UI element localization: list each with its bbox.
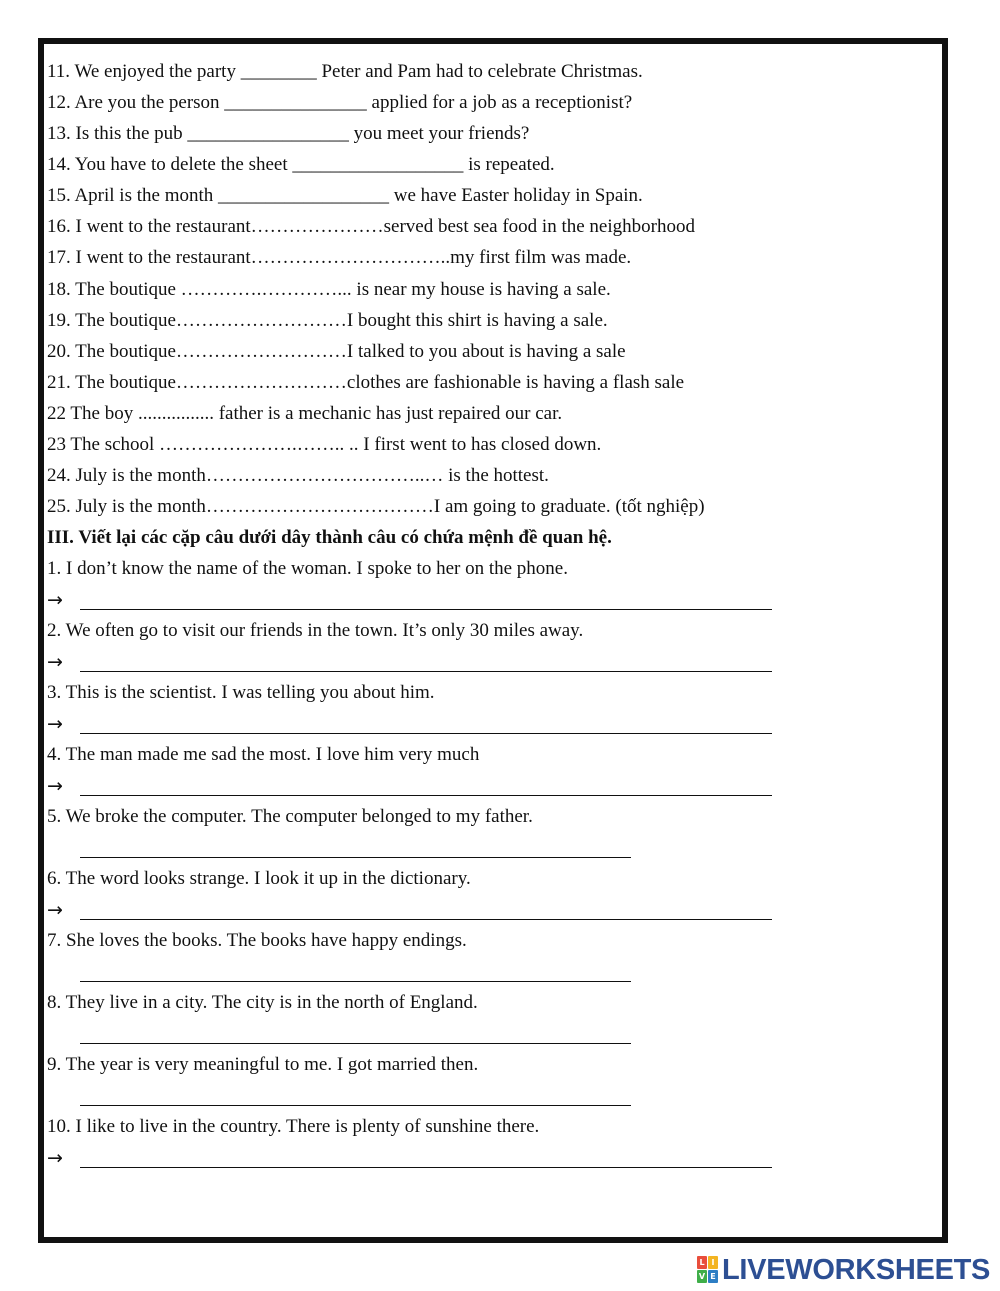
arrow-icon: → [47, 589, 63, 611]
answer-line-6[interactable] [80, 919, 772, 920]
exercise-item-22: 22 The boy ................ father is a mechanic has just repaired our car. [47, 403, 563, 424]
exercise-item-17: 17. I went to the restaurant…………………………..my first film was made. [47, 247, 632, 268]
answer-line-9[interactable] [80, 1105, 631, 1106]
answer-line-5[interactable] [80, 857, 631, 858]
exercise-item-19: 19. The boutique………………………I bought this shirt is having a sale. [47, 310, 608, 331]
answer-line-7[interactable] [80, 981, 631, 982]
logo-blocks-icon [697, 1256, 719, 1284]
logo-block-i: I [708, 1256, 718, 1269]
rewrite-item-3: 3. This is the scientist. I was telling you about him. [47, 682, 435, 703]
arrow-icon: → [47, 651, 63, 673]
rewrite-item-6: 6. The word looks strange. I look it up in the dictionary. [47, 868, 471, 889]
rewrite-item-2: 2. We often go to visit our friends in the town. It’s only 30 miles away. [47, 620, 584, 641]
exercise-item-20: 20. The boutique………………………I talked to you about is having a sale [47, 341, 626, 362]
exercise-item-23: 23 The school ………………….…….. .. I first went to has closed down. [47, 434, 602, 455]
exercise-item-13: 13. Is this the pub _________________ you meet your friends? [47, 123, 530, 144]
logo-block-v: V [698, 1272, 706, 1281]
exercise-item-11: 11. We enjoyed the party ________ Peter and Pam had to celebrate Christmas. [47, 61, 643, 82]
exercise-item-21: 21. The boutique………………………clothes are fashionable is having a flash sale [47, 372, 685, 393]
arrow-icon: → [47, 775, 63, 797]
rewrite-item-1: 1. I don’t know the name of the woman. I spoke to her on the phone. [47, 558, 568, 579]
rewrite-item-5: 5. We broke the computer. The computer belonged to my father. [47, 806, 533, 827]
rewrite-item-4: 4. The man made me sad the most. I love him very much [47, 744, 480, 765]
exercise-item-15: 15. April is the month __________________ we have Easter holiday in Spain. [47, 185, 643, 206]
exercise-item-14: 14. You have to delete the sheet __________________ is repeated. [47, 154, 555, 175]
exercise-item-25: 25. July is the month………………………………I am going to graduate. (tốt nghiệp) [47, 496, 705, 517]
answer-line-1[interactable] [80, 609, 772, 610]
logo-block-e: E [708, 1270, 718, 1283]
answer-line-10[interactable] [80, 1167, 772, 1168]
logo-block-l: L [697, 1256, 707, 1269]
exercise-item-12: 12. Are you the person _______________ applied for a job as a receptionist? [47, 92, 633, 113]
rewrite-item-10: 10. I like to live in the country. There is plenty of sunshine there. [47, 1116, 540, 1137]
answer-line-2[interactable] [80, 671, 772, 672]
exercise-item-16: 16. I went to the restaurant…………………served best sea food in the neighborhood [47, 216, 695, 237]
exercise-item-18: 18. The boutique ………….…………... is near my house is having a sale. [47, 279, 611, 300]
rewrite-item-9: 9. The year is very meaningful to me. I got married then. [47, 1054, 479, 1075]
answer-line-3[interactable] [80, 733, 772, 734]
rewrite-item-8: 8. They live in a city. The city is in the north of England. [47, 992, 478, 1013]
answer-line-8[interactable] [80, 1043, 631, 1044]
rewrite-item-7: 7. She loves the books. The books have happy endings. [47, 930, 467, 951]
brand-name: LIVEWORKSHEETS [722, 1253, 991, 1286]
arrow-icon: → [47, 713, 63, 735]
answer-line-4[interactable] [80, 795, 772, 796]
liveworksheets-logo[interactable] [697, 1252, 990, 1288]
arrow-icon: → [47, 1147, 63, 1169]
arrow-icon: → [47, 899, 63, 921]
exercise-item-24: 24. July is the month……………………………..… is the hottest. [47, 465, 549, 486]
section-heading: III. Viết lại các cặp câu dưới dây thành câu có chứa mệnh đề quan hệ. [47, 527, 612, 548]
